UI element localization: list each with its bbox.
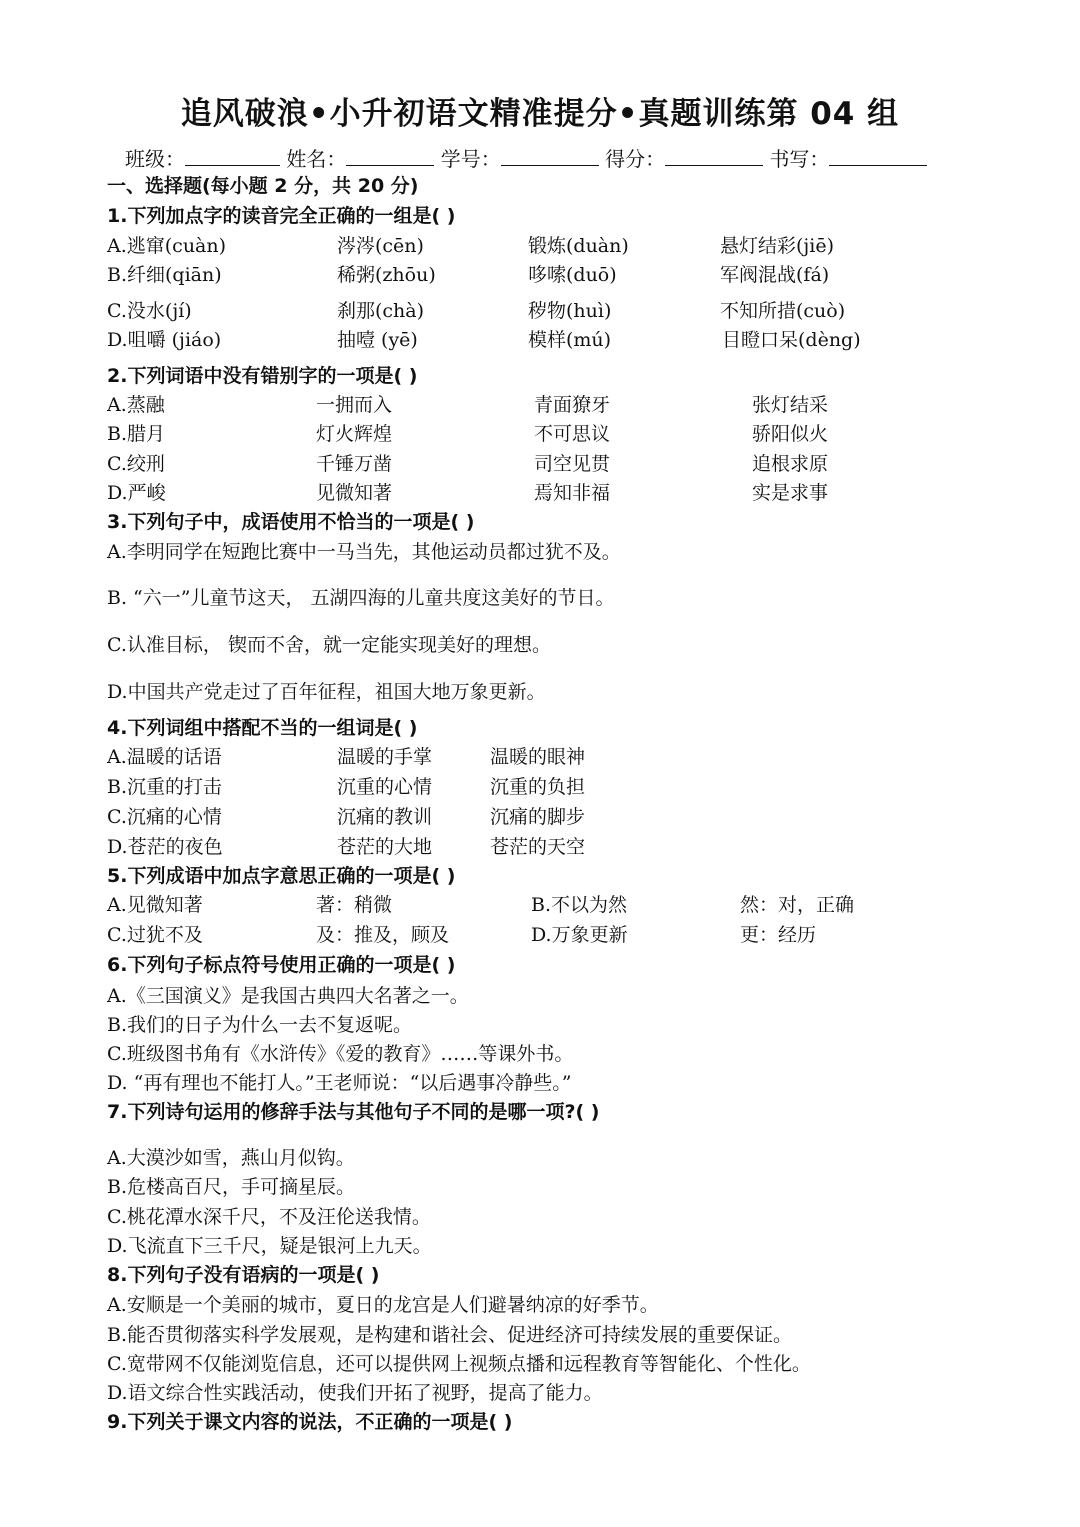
writing-blank[interactable] bbox=[829, 147, 927, 166]
student-info-line bbox=[125, 143, 927, 172]
q7-option-a: A.大漠沙如雪，燕山月似钩。 bbox=[107, 1147, 355, 1169]
q5-b-2: 及：推及，顾及 bbox=[316, 924, 450, 946]
q2-b-1: B.腊月 bbox=[107, 423, 166, 445]
q4-d-3: 苍茫的天空 bbox=[490, 836, 586, 858]
q2-b-4: 骄阳似火 bbox=[752, 423, 829, 445]
q1-b-3: 哆嗦(duō) bbox=[528, 264, 617, 286]
question-4-stem: 4.下列词组中搭配不当的一组词是( ) bbox=[107, 717, 418, 739]
q6-option-a: A.《三国演义》是我国古典四大名著之一。 bbox=[107, 985, 469, 1007]
q4-a-1: A.温暖的话语 bbox=[107, 746, 222, 768]
q5-a-3: B.不以为然 bbox=[531, 894, 628, 916]
q1-c-3: 秽物(huì) bbox=[528, 300, 612, 322]
section-heading: 一、选择题(每小题 2 分，共 20 分) bbox=[107, 175, 419, 197]
q4-c-1: C.沉痛的心情 bbox=[107, 806, 222, 828]
q5-b-3: D.万象更新 bbox=[531, 924, 628, 946]
class-label: 班级： bbox=[125, 147, 185, 171]
q1-a-3: 锻炼(duàn) bbox=[528, 235, 629, 257]
q1-b-4: 军阀混战(fá) bbox=[720, 264, 830, 286]
q8-option-c: C.宽带网不仅能浏览信息，还可以提供网上视频点播和远程教育等智能化、个性化。 bbox=[107, 1353, 811, 1375]
q7-option-b: B.危楼高百尺，手可摘星辰。 bbox=[107, 1176, 356, 1198]
q2-a-2: 一拥而入 bbox=[316, 394, 393, 416]
name-blank[interactable] bbox=[346, 147, 434, 166]
q2-c-2: 千锤万凿 bbox=[316, 453, 393, 475]
id-label: 学号： bbox=[440, 147, 501, 171]
q7-option-c: C.桃花潭水深千尺，不及汪伦送我情。 bbox=[107, 1206, 431, 1228]
q1-d-1: D.咀嚼 (jiáo) bbox=[107, 329, 222, 351]
q2-c-4: 追根求原 bbox=[752, 453, 829, 475]
q6-option-d: D. “再有理也不能打人。”王老师说：“以后遇事冷静些。” bbox=[107, 1072, 572, 1094]
question-3-stem: 3.下列句子中，成语使用不恰当的一项是( ) bbox=[107, 511, 475, 533]
id-blank[interactable] bbox=[501, 147, 599, 166]
q6-option-b: B.我们的日子为什么一去不复返呢。 bbox=[107, 1014, 413, 1036]
q4-d-2: 苍茫的大地 bbox=[337, 836, 433, 858]
q1-d-3: 模样(mú) bbox=[528, 329, 612, 351]
q2-d-4: 实是求事 bbox=[752, 482, 829, 504]
q8-option-a: A.安顺是一个美丽的城市，夏日的龙宫是人们避暑纳凉的好季节。 bbox=[107, 1294, 659, 1316]
q1-a-1: A.逃窜(cuàn) bbox=[107, 235, 227, 257]
q4-a-3: 温暖的眼神 bbox=[490, 746, 586, 768]
class-blank[interactable] bbox=[185, 147, 280, 166]
question-1-stem: 1.下列加点字的读音完全正确的一组是( ) bbox=[107, 205, 456, 227]
q8-option-b: B.能否贯彻落实科学发展观，是构建和谐社会、促进经济可持续发展的重要保证。 bbox=[107, 1324, 793, 1346]
q1-b-1: B.纤细(qiān) bbox=[107, 264, 222, 286]
q8-option-d: D.语文综合性实践活动，使我们开拓了视野，提高了能力。 bbox=[107, 1382, 603, 1404]
q4-c-3: 沉痛的脚步 bbox=[490, 806, 586, 828]
q4-b-3: 沉重的负担 bbox=[490, 776, 586, 798]
writing-label: 书写： bbox=[769, 147, 830, 171]
q5-b-4: 更：经历 bbox=[740, 924, 817, 946]
q1-c-1: C.没水(jí) bbox=[107, 300, 192, 322]
q6-option-c: C.班级图书角有《水浒传》《爱的教育》……等课外书。 bbox=[107, 1043, 574, 1065]
q4-b-1: B.沉重的打击 bbox=[107, 776, 223, 798]
q3-option-a: A.李明同学在短跑比赛中一马当先，其他运动员都过犹不及。 bbox=[107, 541, 621, 563]
q5-a-4: 然：对，正确 bbox=[740, 894, 855, 916]
question-5-stem: 5.下列成语中加点字意思正确的一项是( ) bbox=[107, 865, 456, 887]
question-8-stem: 8.下列句子没有语病的一项是( ) bbox=[107, 1264, 380, 1286]
q2-b-3: 不可思议 bbox=[534, 423, 611, 445]
q4-d-1: D.苍茫的夜色 bbox=[107, 836, 223, 858]
q3-option-c: C.认准目标， 锲而不舍，就一定能实现美好的理想。 bbox=[107, 634, 551, 656]
page-title: 追风破浪•小升初语文精准提分•真题训练第 04 组 bbox=[180, 96, 900, 132]
q2-a-4: 张灯结采 bbox=[752, 394, 829, 416]
q1-d-4: 目瞪口呆(dèng) bbox=[722, 329, 861, 351]
question-9-stem: 9.下列关于课文内容的说法，不正确的一项是( ) bbox=[107, 1411, 513, 1433]
question-7-stem: 7.下列诗句运用的修辞手法与其他句子不同的是哪一项?( ) bbox=[107, 1101, 600, 1123]
q5-a-2: 著：稍微 bbox=[316, 894, 393, 916]
score-blank[interactable] bbox=[665, 147, 763, 166]
q2-a-1: A.蒸融 bbox=[107, 394, 165, 416]
q1-a-4: 悬灯结彩(jiē) bbox=[720, 235, 835, 257]
q1-c-4: 不知所措(cuò) bbox=[720, 300, 846, 322]
q7-option-d: D.飞流直下三千尺，疑是银河上九天。 bbox=[107, 1235, 432, 1257]
name-label: 姓名： bbox=[286, 147, 347, 171]
q2-b-2: 灯火辉煌 bbox=[316, 423, 393, 445]
q5-b-1: C.过犹不及 bbox=[107, 924, 203, 946]
q4-b-2: 沉重的心情 bbox=[337, 776, 433, 798]
q4-c-2: 沉痛的教训 bbox=[337, 806, 433, 828]
q2-c-1: C.绞刑 bbox=[107, 453, 165, 475]
question-2-stem: 2.下列词语中没有错别字的一项是( ) bbox=[107, 365, 418, 387]
q4-a-2: 温暖的手掌 bbox=[337, 746, 433, 768]
q3-option-d: D.中国共产党走过了百年征程，祖国大地万象更新。 bbox=[107, 681, 546, 703]
q2-a-3: 青面獠牙 bbox=[534, 394, 611, 416]
q2-d-3: 焉知非福 bbox=[534, 482, 611, 504]
q1-d-2: 抽噎 (yē) bbox=[337, 329, 418, 351]
q2-d-1: D.严峻 bbox=[107, 482, 166, 504]
q3-option-b: B. “六一”儿童节这天， 五湖四海的儿童共度这美好的节日。 bbox=[107, 587, 615, 609]
q2-d-2: 见微知著 bbox=[316, 482, 393, 504]
q5-a-1: A.见微知著 bbox=[107, 894, 203, 916]
q2-c-3: 司空见贯 bbox=[534, 453, 611, 475]
q1-b-2: 稀粥(zhōu) bbox=[337, 264, 436, 286]
score-label: 得分： bbox=[605, 147, 666, 171]
question-6-stem: 6.下列句子标点符号使用正确的一项是( ) bbox=[107, 954, 456, 976]
q1-c-2: 刹那(chà) bbox=[337, 300, 425, 322]
q1-a-2: 涔涔(cēn) bbox=[337, 235, 424, 257]
